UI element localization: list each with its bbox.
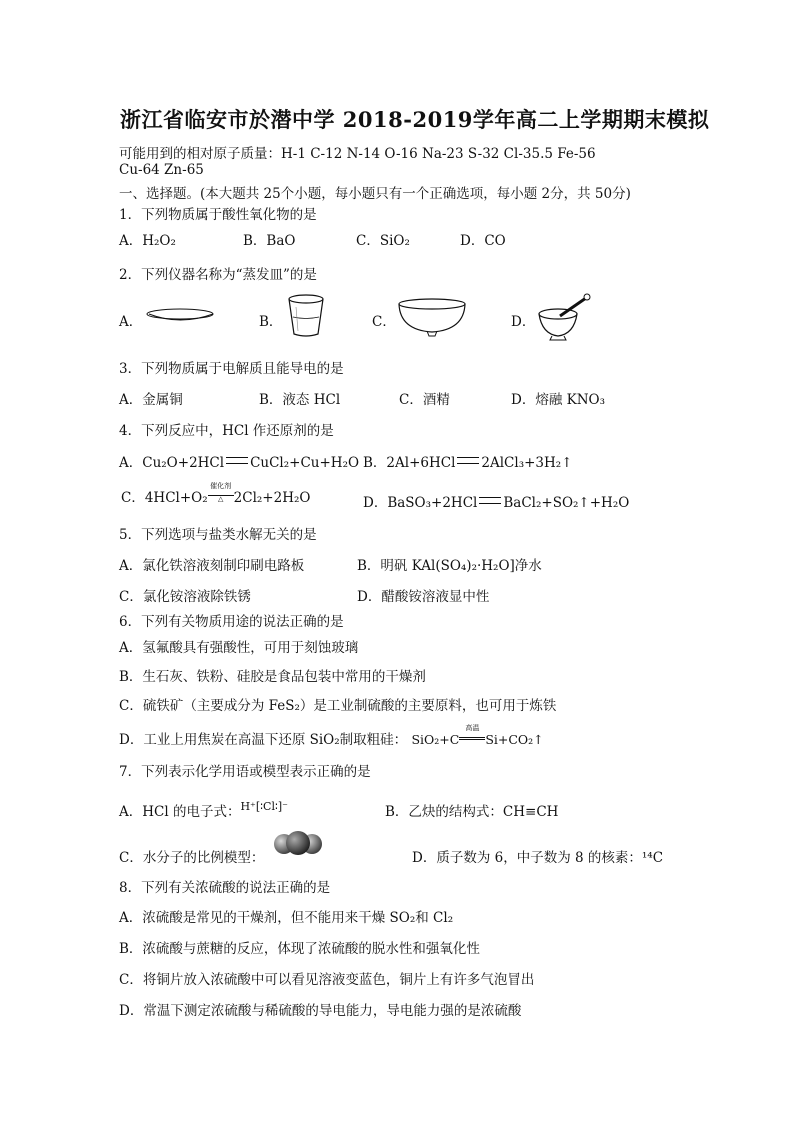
question-2-option-c: C． bbox=[372, 314, 396, 330]
question-5-option-b: B．明矾 KAl(SO₄)₂·H₂O]净水 bbox=[357, 558, 542, 574]
option-text: D．工业上用焦炭在高温下还原 SiO₂制取粗硅： bbox=[119, 732, 408, 748]
question-6-stem: 6．下列有关物质用途的说法正确的是 bbox=[119, 614, 344, 630]
condition-high-temp: 高温 bbox=[465, 724, 480, 732]
question-4-stem: 4．下列反应中，HCl 作还原剂的是 bbox=[119, 423, 334, 439]
equation-lhs: Cu₂O+2HCl bbox=[142, 455, 225, 471]
question-7-option-d: D．质子数为 6，中子数为 8 的核素：¹⁴C bbox=[412, 850, 664, 866]
section-heading: 一、选择题。(本大题共 25个小题，每小题只有一个正确选项，每小题 2分，共 50分) bbox=[119, 186, 631, 202]
option-label: A． bbox=[119, 455, 143, 471]
condition-heat: △ bbox=[217, 495, 224, 503]
question-8-option-a: A．浓硫酸是常见的干燥剂，但不能用来干燥 SO₂和 Cl₂ bbox=[119, 910, 454, 926]
equation-rhs: 2Cl₂+2H₂O bbox=[233, 490, 311, 506]
atomic-masses-line1: 可能用到的相对原子质量：H-1 C-12 N-14 O-16 Na-23 S-32 Cl-35.5 Fe-56 bbox=[119, 146, 596, 162]
question-4-option-a bbox=[119, 451, 359, 471]
question-7-option-c bbox=[119, 846, 264, 866]
equation-lhs: SiO₂+C bbox=[411, 732, 460, 747]
question-4-option-d bbox=[363, 491, 629, 511]
question-1-option-a: A．H₂O₂ bbox=[119, 233, 176, 249]
question-4-option-b bbox=[363, 451, 573, 471]
question-4-option-c bbox=[121, 482, 311, 506]
reaction-condition bbox=[208, 482, 234, 503]
question-1-stem: 1．下列物质属于酸性氧化物的是 bbox=[119, 207, 317, 223]
evaporating-dish-image bbox=[396, 296, 468, 338]
question-2-option-b: B． bbox=[259, 314, 283, 330]
question-8-option-b: B．浓硫酸与蔗糖的反应，体现了浓硫酸的脱水性和强氧化性 bbox=[119, 941, 480, 957]
question-1-option-c: C．SiO₂ bbox=[356, 233, 410, 249]
page-title: 浙江省临安市於潜中学 2018-2019学年高二上学期期末模拟 bbox=[120, 107, 710, 132]
equation-rhs: CuCl₂+Cu+H₂O bbox=[250, 455, 360, 471]
option-text: A．HCl 的电子式： bbox=[119, 804, 241, 820]
option-text: C．水分子的比例模型： bbox=[119, 850, 265, 866]
beaker-image bbox=[286, 293, 326, 339]
equation-lhs: 4HCl+O₂ bbox=[144, 490, 208, 506]
question-2-option-a: A． bbox=[119, 314, 143, 330]
question-8-option-d: D．常温下测定浓硫酸与稀硫酸的导电能力，导电能力强的是浓硫酸 bbox=[119, 1003, 522, 1019]
condition-catalyst: 催化剂 bbox=[210, 482, 232, 490]
equals-sign bbox=[226, 457, 248, 464]
question-8-option-c: C．将铜片放入浓硫酸中可以看见溶液变蓝色，铜片上有许多气泡冒出 bbox=[119, 972, 535, 988]
question-5-option-a: A．氯化铁溶液刻制印刷电路板 bbox=[119, 558, 305, 574]
question-5-option-c: C．氯化铵溶液除铁锈 bbox=[119, 589, 251, 605]
question-3-option-d: D．熔融 KNO₃ bbox=[511, 392, 605, 408]
question-1-option-d: D．CO bbox=[460, 233, 506, 249]
equation bbox=[411, 724, 544, 747]
question-6-option-a: A．氢氟酸具有强酸性，可用于刻蚀玻璃 bbox=[119, 640, 359, 656]
option-label: D． bbox=[363, 495, 388, 511]
question-2-stem: 2．下列仪器名称为“蒸发皿”的是 bbox=[119, 267, 317, 283]
question-7-option-b: B．乙炔的结构式：CH≡CH bbox=[385, 804, 559, 820]
question-3-option-b: B．液态 HCl bbox=[259, 392, 341, 408]
question-6-option-c: C．硫铁矿（主要成分为 FeS₂）是工业制硫酸的主要原料，也可用于炼铁 bbox=[119, 698, 557, 714]
question-3-option-a: A．金属铜 bbox=[119, 392, 183, 408]
reaction-condition bbox=[459, 724, 485, 745]
question-3-option-c: C．酒精 bbox=[399, 392, 450, 408]
equation-lhs: 2Al+6HCl bbox=[386, 455, 456, 471]
question-3-stem: 3．下列物质属于电解质且能导电的是 bbox=[119, 361, 344, 377]
question-2-option-d: D． bbox=[511, 314, 536, 330]
question-5-stem: 5．下列选项与盐类水解无关的是 bbox=[119, 527, 317, 543]
equals-sign bbox=[479, 497, 501, 504]
atomic-masses-line2: Cu-64 Zn-65 bbox=[119, 162, 204, 178]
equation-rhs: BaCl₂+SO₂↑+H₂O bbox=[503, 495, 630, 511]
electron-formula: H⁺[∶Cl∶]⁻ bbox=[240, 800, 288, 813]
option-label: B． bbox=[363, 455, 387, 471]
question-6-option-d bbox=[119, 724, 544, 748]
equation-rhs: 2AlCl₃+3H₂↑ bbox=[481, 455, 573, 471]
question-5-option-d: D．醋酸铵溶液显中性 bbox=[357, 589, 490, 605]
question-1-option-b: B．BaO bbox=[243, 233, 296, 249]
equation-lhs: BaSO₃+2HCl bbox=[387, 495, 478, 511]
watch-glass-image bbox=[146, 304, 216, 326]
equation-rhs: Si+CO₂↑ bbox=[485, 732, 544, 747]
mortar-and-pestle-image bbox=[536, 292, 594, 342]
question-7-option-a bbox=[119, 800, 288, 820]
equals-sign bbox=[457, 457, 479, 464]
option-label: C． bbox=[121, 490, 145, 506]
question-8-stem: 8．下列有关浓硫酸的说法正确的是 bbox=[119, 880, 331, 896]
question-6-option-b: B．生石灰、铁粉、硅胶是食品包装中常用的干燥剂 bbox=[119, 669, 426, 685]
question-7-stem: 7．下列表示化学用语或模型表示正确的是 bbox=[119, 764, 371, 780]
water-molecule-model-image bbox=[272, 829, 324, 859]
